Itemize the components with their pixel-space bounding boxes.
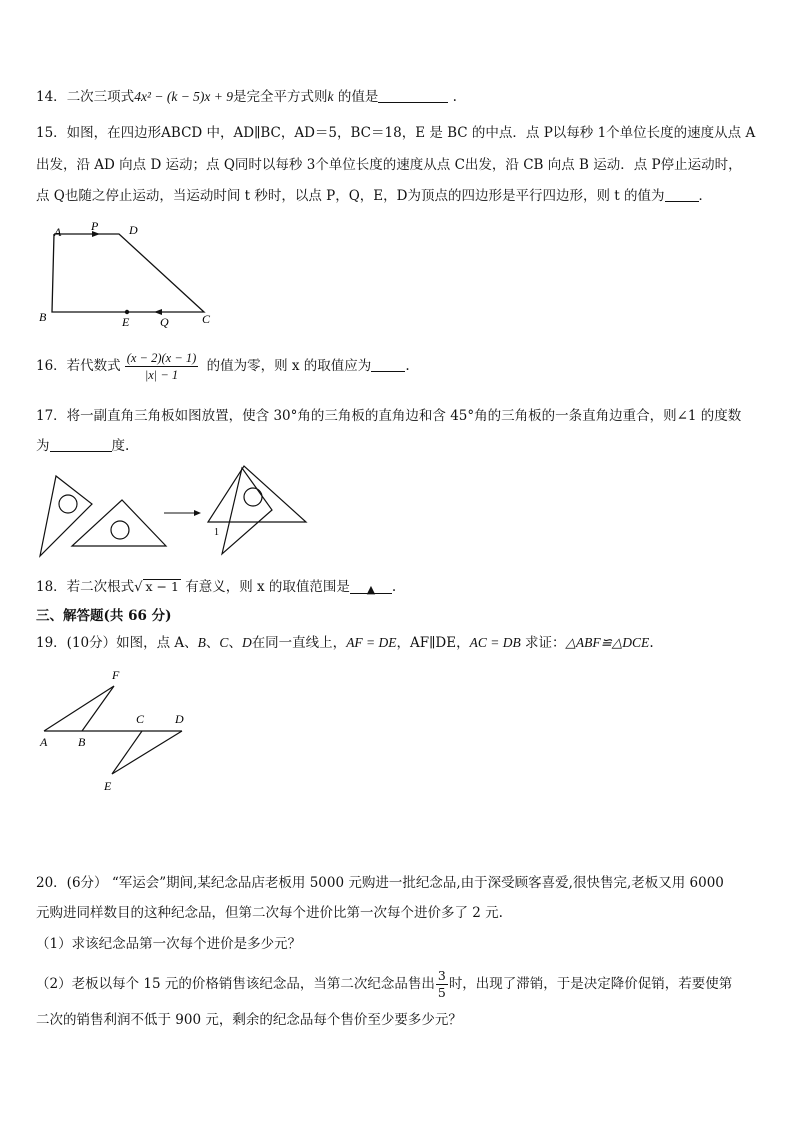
q18-end: .: [391, 579, 397, 595]
point-e: [125, 310, 129, 314]
triangle-abf: [44, 686, 114, 731]
question-14: [36, 87, 457, 107]
q15-line2: 出发，沿 AD 向点 D 运动；点 Q同时以每秒 3个单位长度的速度从点 C出发，沿 CB 向点 B 运动．点 P停止运动时，: [36, 157, 742, 173]
label-c2: C: [136, 712, 145, 726]
q20-line1: 20．(6分） “军运会”期间,某纪念品店老板用 5000 元购进一批纪念品,由于深受顾客喜爱,很快售完,老板又用 6000: [36, 875, 724, 891]
label-d2: D: [175, 712, 184, 726]
q17-line1: 17．将一副直角三角板如图放置，使含 30°角的三角板的直角边和含 45°角的三角板的一条直角边重合，则∠1 的度数: [36, 408, 742, 424]
label-e: E: [122, 315, 130, 329]
label-d: D: [129, 223, 138, 237]
q19-end: .: [649, 635, 654, 651]
q20-fraction-num: 3: [437, 968, 446, 983]
q19-prove: 求证：: [524, 635, 566, 651]
q18-text-pre: 18．若二次根式: [36, 579, 135, 595]
q15-end: ．: [698, 188, 712, 204]
q16-text-post: 的值为零，则 x 的取值应为: [206, 358, 372, 374]
q15-line1: 15．如图，在四边形ABCD 中，AD∥BC，AD＝5，BC＝18，E 是 BC 的中点．点 P以每秒 1个单位长度的速度从点 A: [36, 125, 756, 141]
triangle-30-right: [222, 468, 272, 554]
q19-point-b: B: [197, 635, 206, 650]
section-3-title: 三、解答题(共 66 分): [36, 608, 172, 624]
q17-answer-blank: [50, 437, 112, 452]
label-a: A: [54, 225, 62, 239]
trapezoid-abcd: [52, 234, 204, 312]
q14-text-pre: 二次三项式: [66, 89, 135, 105]
label-c: C: [202, 312, 211, 326]
q19-condition-2: AC = DB: [469, 635, 521, 650]
sqrt-sign-icon: √: [134, 580, 143, 595]
q19-sep2: 、: [228, 635, 242, 651]
label-e2: E: [104, 779, 112, 793]
q16-numerator: (x − 2)(x − 1): [126, 351, 197, 365]
q17-triangles-figure: [34, 460, 324, 560]
q14-answer-blank: [378, 88, 448, 103]
q20-sub2-pre: （2）老板以每个 15 元的价格销售该纪念品，当第二次纪念品售出: [36, 976, 435, 992]
q20-fraction: [436, 968, 448, 1001]
question-15-line3: [36, 186, 712, 206]
q14-text-mid: 是完全平方式则: [233, 89, 328, 105]
q15-line3-text: 点 Q也随之停止运动，当运动时间 t 秒时，以点 P，Q，E，D为顶点的四边形是平行四边形，则 t 的值为: [36, 188, 665, 204]
q19-sep1: 、: [205, 635, 220, 651]
q14-variable-k: k: [327, 89, 334, 104]
q16-denominator: |x| − 1: [144, 368, 179, 382]
q19-condition-1: AF = DE: [346, 635, 397, 650]
triangle-45-right: [208, 466, 306, 522]
q18-answer-blank: [350, 579, 392, 594]
label-f: F: [112, 668, 120, 682]
q18-radicand: x − 1: [145, 579, 179, 594]
label-p: P: [91, 219, 99, 233]
q19-sep3: ，AF∥DE，: [396, 635, 470, 651]
label-b2: B: [78, 735, 86, 749]
q14-end: .: [452, 89, 457, 105]
triangle-hole-3: [244, 488, 262, 506]
label-b: B: [39, 310, 47, 324]
q14-expression: 4x² − (k − 5)x + 9: [134, 89, 234, 104]
question-17-line2: [36, 436, 129, 456]
q16-end: .: [405, 358, 410, 374]
q19-goal: △ABF≌△DCE: [565, 635, 650, 650]
label-q: Q: [160, 315, 169, 329]
q20-sub2-post: 时，出现了滞销，于是决定降价促销，若要使第: [448, 976, 733, 992]
triangle-hole-2: [111, 521, 129, 539]
angle-1-label: 1: [214, 527, 219, 538]
q15-answer-blank: [665, 187, 699, 202]
q19-text-pre: 19．(10分）如图，点 A、: [36, 635, 198, 651]
question-18: [36, 577, 396, 598]
q16-text-pre: 16．若代数式: [36, 358, 121, 374]
triangle-30-left: [40, 476, 92, 556]
label-a2: A: [40, 735, 48, 749]
arrow-right-icon: [194, 510, 201, 516]
q18-text-post: 有意义，则 x 的取值范围是: [185, 579, 350, 595]
q20-sub2-line2: 二次的销售利润不低于 900 元，剩余的纪念品每个售价至少要多少元？: [36, 1012, 462, 1028]
q19-point-c: C: [219, 635, 229, 650]
q14-number: 14．: [36, 89, 67, 105]
q20-sub1: （1）求该纪念品第一次每个进价是多少元？: [36, 936, 302, 952]
question-19: [36, 633, 654, 653]
q18-answer-mark: ▲: [366, 583, 376, 596]
q15-trapezoid-figure: [34, 218, 224, 333]
question-16: [36, 350, 410, 383]
q20-line2: 元购进同样数目的这种纪念品，但第二次每个进价比第一次每个进价多了 2 元.: [36, 905, 503, 921]
q14-text-post: 的值是: [337, 89, 379, 105]
triangle-hole-1: [59, 495, 77, 513]
triangle-dce: [112, 731, 182, 774]
q16-fraction: [125, 350, 199, 383]
q19-figure: [34, 664, 204, 796]
q20-fraction-den: 5: [437, 985, 446, 1000]
q17-line2-pre: 为: [36, 438, 50, 454]
q16-answer-blank: [371, 357, 405, 372]
q17-line2-post: 度.: [111, 438, 130, 454]
question-20-sub2: [36, 968, 732, 1001]
q19-text-mid: 在同一直线上，: [251, 635, 347, 651]
q19-point-d: D: [241, 635, 252, 650]
